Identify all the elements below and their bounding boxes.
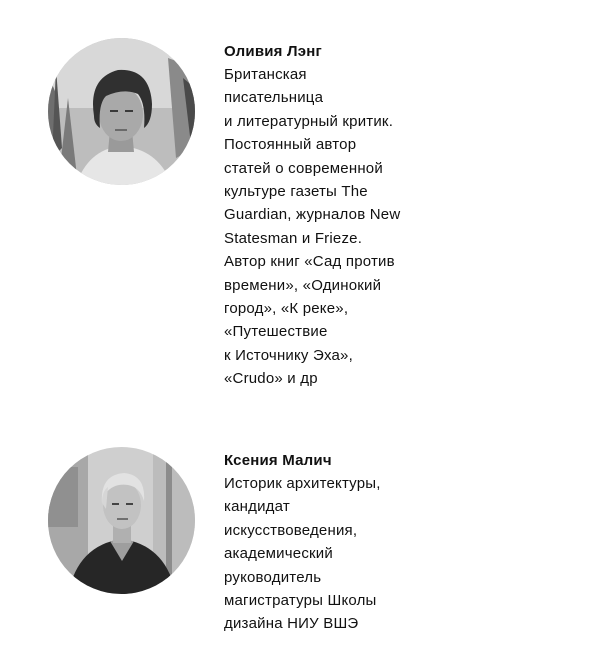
speaker-description [224, 472, 584, 636]
bio-line: Историк архитектуры, [224, 475, 381, 492]
bio-line: писательница [224, 89, 324, 107]
bio-line: к Источнику Эха», [224, 346, 353, 364]
bio-line: Постоянный автор [224, 136, 357, 154]
bio-line: академический [224, 545, 333, 563]
speaker-photo-liang [48, 38, 195, 185]
bio-line: искусствоведения, [224, 521, 358, 539]
bio-line: дизайна НИУ ВШЭ [224, 615, 359, 633]
bio-line: статей о современной [224, 159, 383, 177]
bio-line: «Путешествие [224, 323, 328, 341]
bio-line: руководитель [224, 568, 322, 586]
speaker-name: Ксения Малич [224, 452, 332, 469]
bio-line: «Crudo» и др [224, 370, 318, 388]
bio-line: магистратуры Школы [224, 592, 377, 610]
bio-line: Британская [224, 66, 307, 83]
bio-line: и литературный критик. [224, 112, 394, 130]
bio-line: город», «К реке», [224, 300, 349, 318]
speaker-bio-liang [224, 40, 584, 391]
bio-line: культуре газеты The [224, 183, 368, 201]
speaker-name: Оливия Лэнг [224, 43, 322, 60]
portrait-image-icon [48, 447, 195, 594]
bio-line: Автор книг «Сад против [224, 253, 395, 271]
speaker-bio-malich [224, 449, 584, 636]
speaker-description [224, 63, 584, 391]
portrait-image-icon [48, 38, 195, 185]
bio-line: времени», «Одинокий [224, 276, 382, 294]
speaker-photo-malich [48, 447, 195, 594]
bio-line: Guardian, журналов New [224, 206, 401, 224]
bio-line: кандидат [224, 498, 290, 516]
bio-line: Statesman и Frieze. [224, 229, 363, 247]
